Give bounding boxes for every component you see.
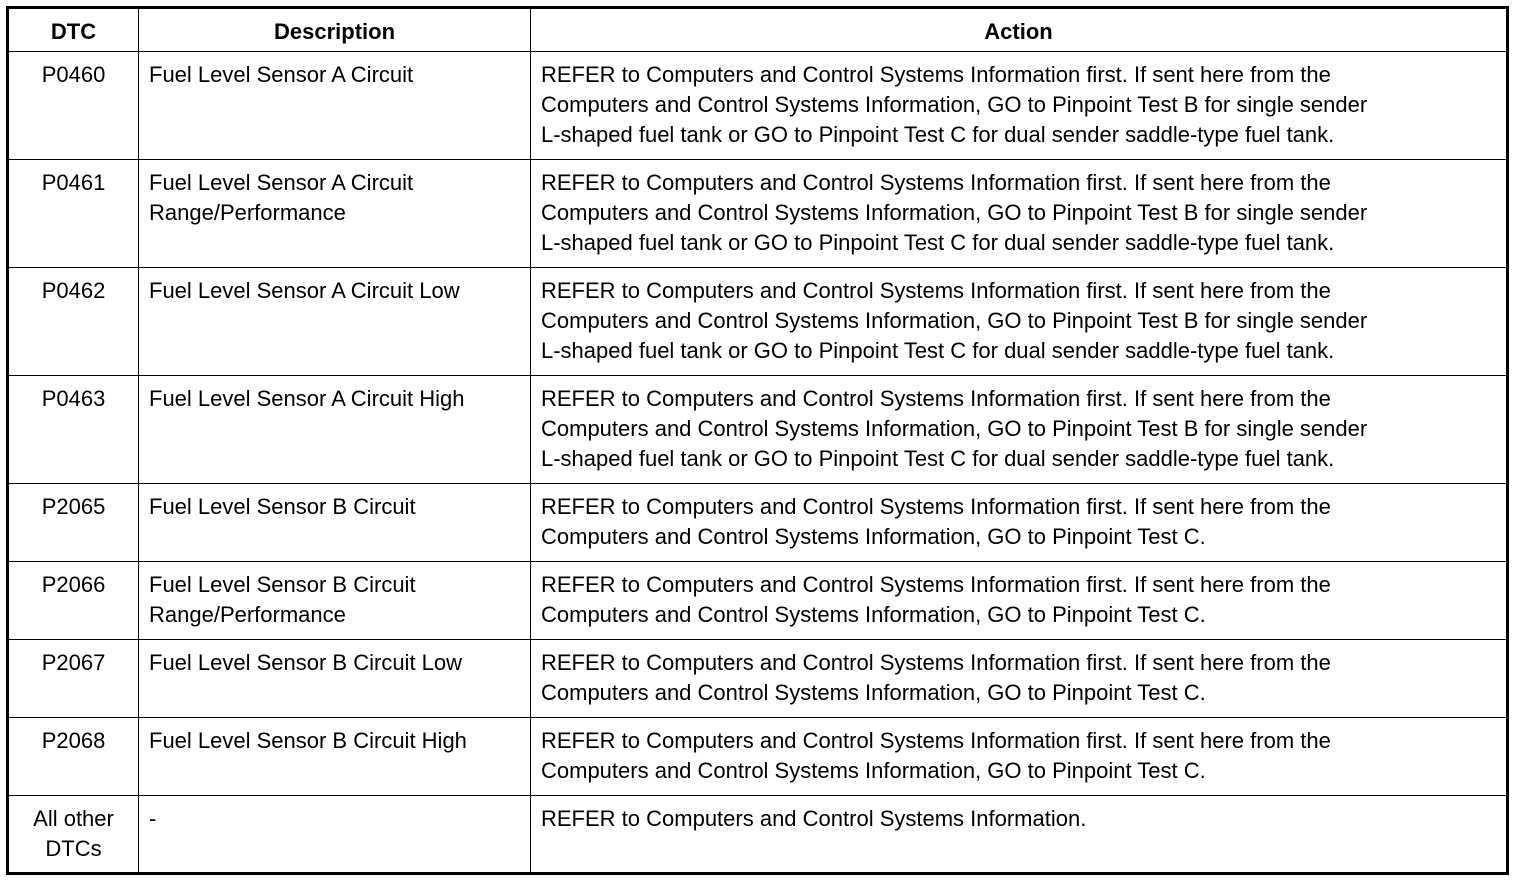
dtc-code-cell	[8, 376, 139, 484]
dtc-table	[6, 6, 1509, 875]
description-cell	[139, 268, 531, 376]
dtc-action: REFER to Computers and Control Systems Information first. If sent here from the Computers and Control Systems Information, GO to Pinpoint Test B for single sender L-shaped fuel tank or GO to Pinpoint Test C for dual sender saddle-type fuel tank.	[541, 278, 1368, 363]
description-cell	[139, 796, 531, 874]
action-cell	[531, 52, 1508, 160]
dtc-description: Fuel Level Sensor A Circuit High	[149, 386, 465, 411]
dtc-code: P2065	[41, 494, 106, 519]
description-cell	[139, 718, 531, 796]
action-cell	[531, 160, 1508, 268]
dtc-action: REFER to Computers and Control Systems Information first. If sent here from the Computers and Control Systems Information, GO to Pinpoint Test C.	[541, 572, 1331, 627]
dtc-code: P0463	[41, 386, 106, 411]
description-cell	[139, 640, 531, 718]
table-row	[8, 640, 1508, 718]
dtc-code: P2068	[41, 728, 106, 753]
table-row	[8, 718, 1508, 796]
dtc-description: Fuel Level Sensor B Circuit	[149, 494, 416, 519]
table-row	[8, 484, 1508, 562]
description-cell	[139, 376, 531, 484]
dtc-code-cell	[8, 640, 139, 718]
column-header-action: Action	[531, 8, 1508, 52]
description-cell	[139, 160, 531, 268]
dtc-action: REFER to Computers and Control Systems Information.	[541, 806, 1087, 831]
dtc-description: Fuel Level Sensor A Circuit	[149, 62, 414, 87]
table-row	[8, 160, 1508, 268]
dtc-action: REFER to Computers and Control Systems Information first. If sent here from the Computers and Control Systems Information, GO to Pinpoint Test B for single sender L-shaped fuel tank or GO to Pinpoint Test C for dual sender saddle-type fuel tank.	[541, 170, 1368, 255]
dtc-action: REFER to Computers and Control Systems Information first. If sent here from the Computers and Control Systems Information, GO to Pinpoint Test C.	[541, 650, 1331, 705]
dtc-code-cell	[8, 160, 139, 268]
dtc-code: P2067	[41, 650, 106, 675]
column-header-dtc: DTC	[8, 8, 139, 52]
dtc-code-cell	[8, 796, 139, 874]
dtc-code-cell	[8, 484, 139, 562]
dtc-action: REFER to Computers and Control Systems Information first. If sent here from the Computers and Control Systems Information, GO to Pinpoint Test B for single sender L-shaped fuel tank or GO to Pinpoint Test C for dual sender saddle-type fuel tank.	[541, 386, 1368, 471]
table-row	[8, 376, 1508, 484]
dtc-code-cell	[8, 268, 139, 376]
description-cell	[139, 484, 531, 562]
description-cell	[139, 562, 531, 640]
dtc-action: REFER to Computers and Control Systems Information first. If sent here from the Computers and Control Systems Information, GO to Pinpoint Test C.	[541, 494, 1331, 549]
action-cell	[531, 268, 1508, 376]
dtc-description: Fuel Level Sensor B Circuit Low	[149, 650, 463, 675]
action-cell	[531, 796, 1508, 874]
table-row	[8, 562, 1508, 640]
dtc-description: Fuel Level Sensor B Circuit High	[149, 728, 467, 753]
action-cell	[531, 640, 1508, 718]
description-cell	[139, 52, 531, 160]
dtc-description: Fuel Level Sensor A Circuit Low	[149, 278, 460, 303]
dtc-code: P2066	[41, 572, 106, 597]
dtc-code: All other DTCs	[33, 806, 114, 861]
dtc-description: Fuel Level Sensor A Circuit Range/Performance	[149, 170, 414, 225]
dtc-code-cell	[8, 718, 139, 796]
dtc-action: REFER to Computers and Control Systems Information first. If sent here from the Computers and Control Systems Information, GO to Pinpoint Test B for single sender L-shaped fuel tank or GO to Pinpoint Test C for dual sender saddle-type fuel tank.	[541, 62, 1368, 147]
action-cell	[531, 376, 1508, 484]
dtc-description: -	[149, 806, 157, 831]
dtc-action: REFER to Computers and Control Systems Information first. If sent here from the Computers and Control Systems Information, GO to Pinpoint Test C.	[541, 728, 1331, 783]
dtc-code: P0460	[41, 62, 106, 87]
table-row	[8, 796, 1508, 874]
column-header-description: Description	[139, 8, 531, 52]
dtc-code-cell	[8, 52, 139, 160]
dtc-code: P0461	[41, 170, 106, 195]
dtc-code: P0462	[41, 278, 106, 303]
table-row	[8, 52, 1508, 160]
table-header-row	[8, 8, 1508, 52]
table-row	[8, 268, 1508, 376]
action-cell	[531, 562, 1508, 640]
action-cell	[531, 718, 1508, 796]
dtc-code-cell	[8, 562, 139, 640]
action-cell	[531, 484, 1508, 562]
dtc-description: Fuel Level Sensor B Circuit Range/Performance	[149, 572, 416, 627]
